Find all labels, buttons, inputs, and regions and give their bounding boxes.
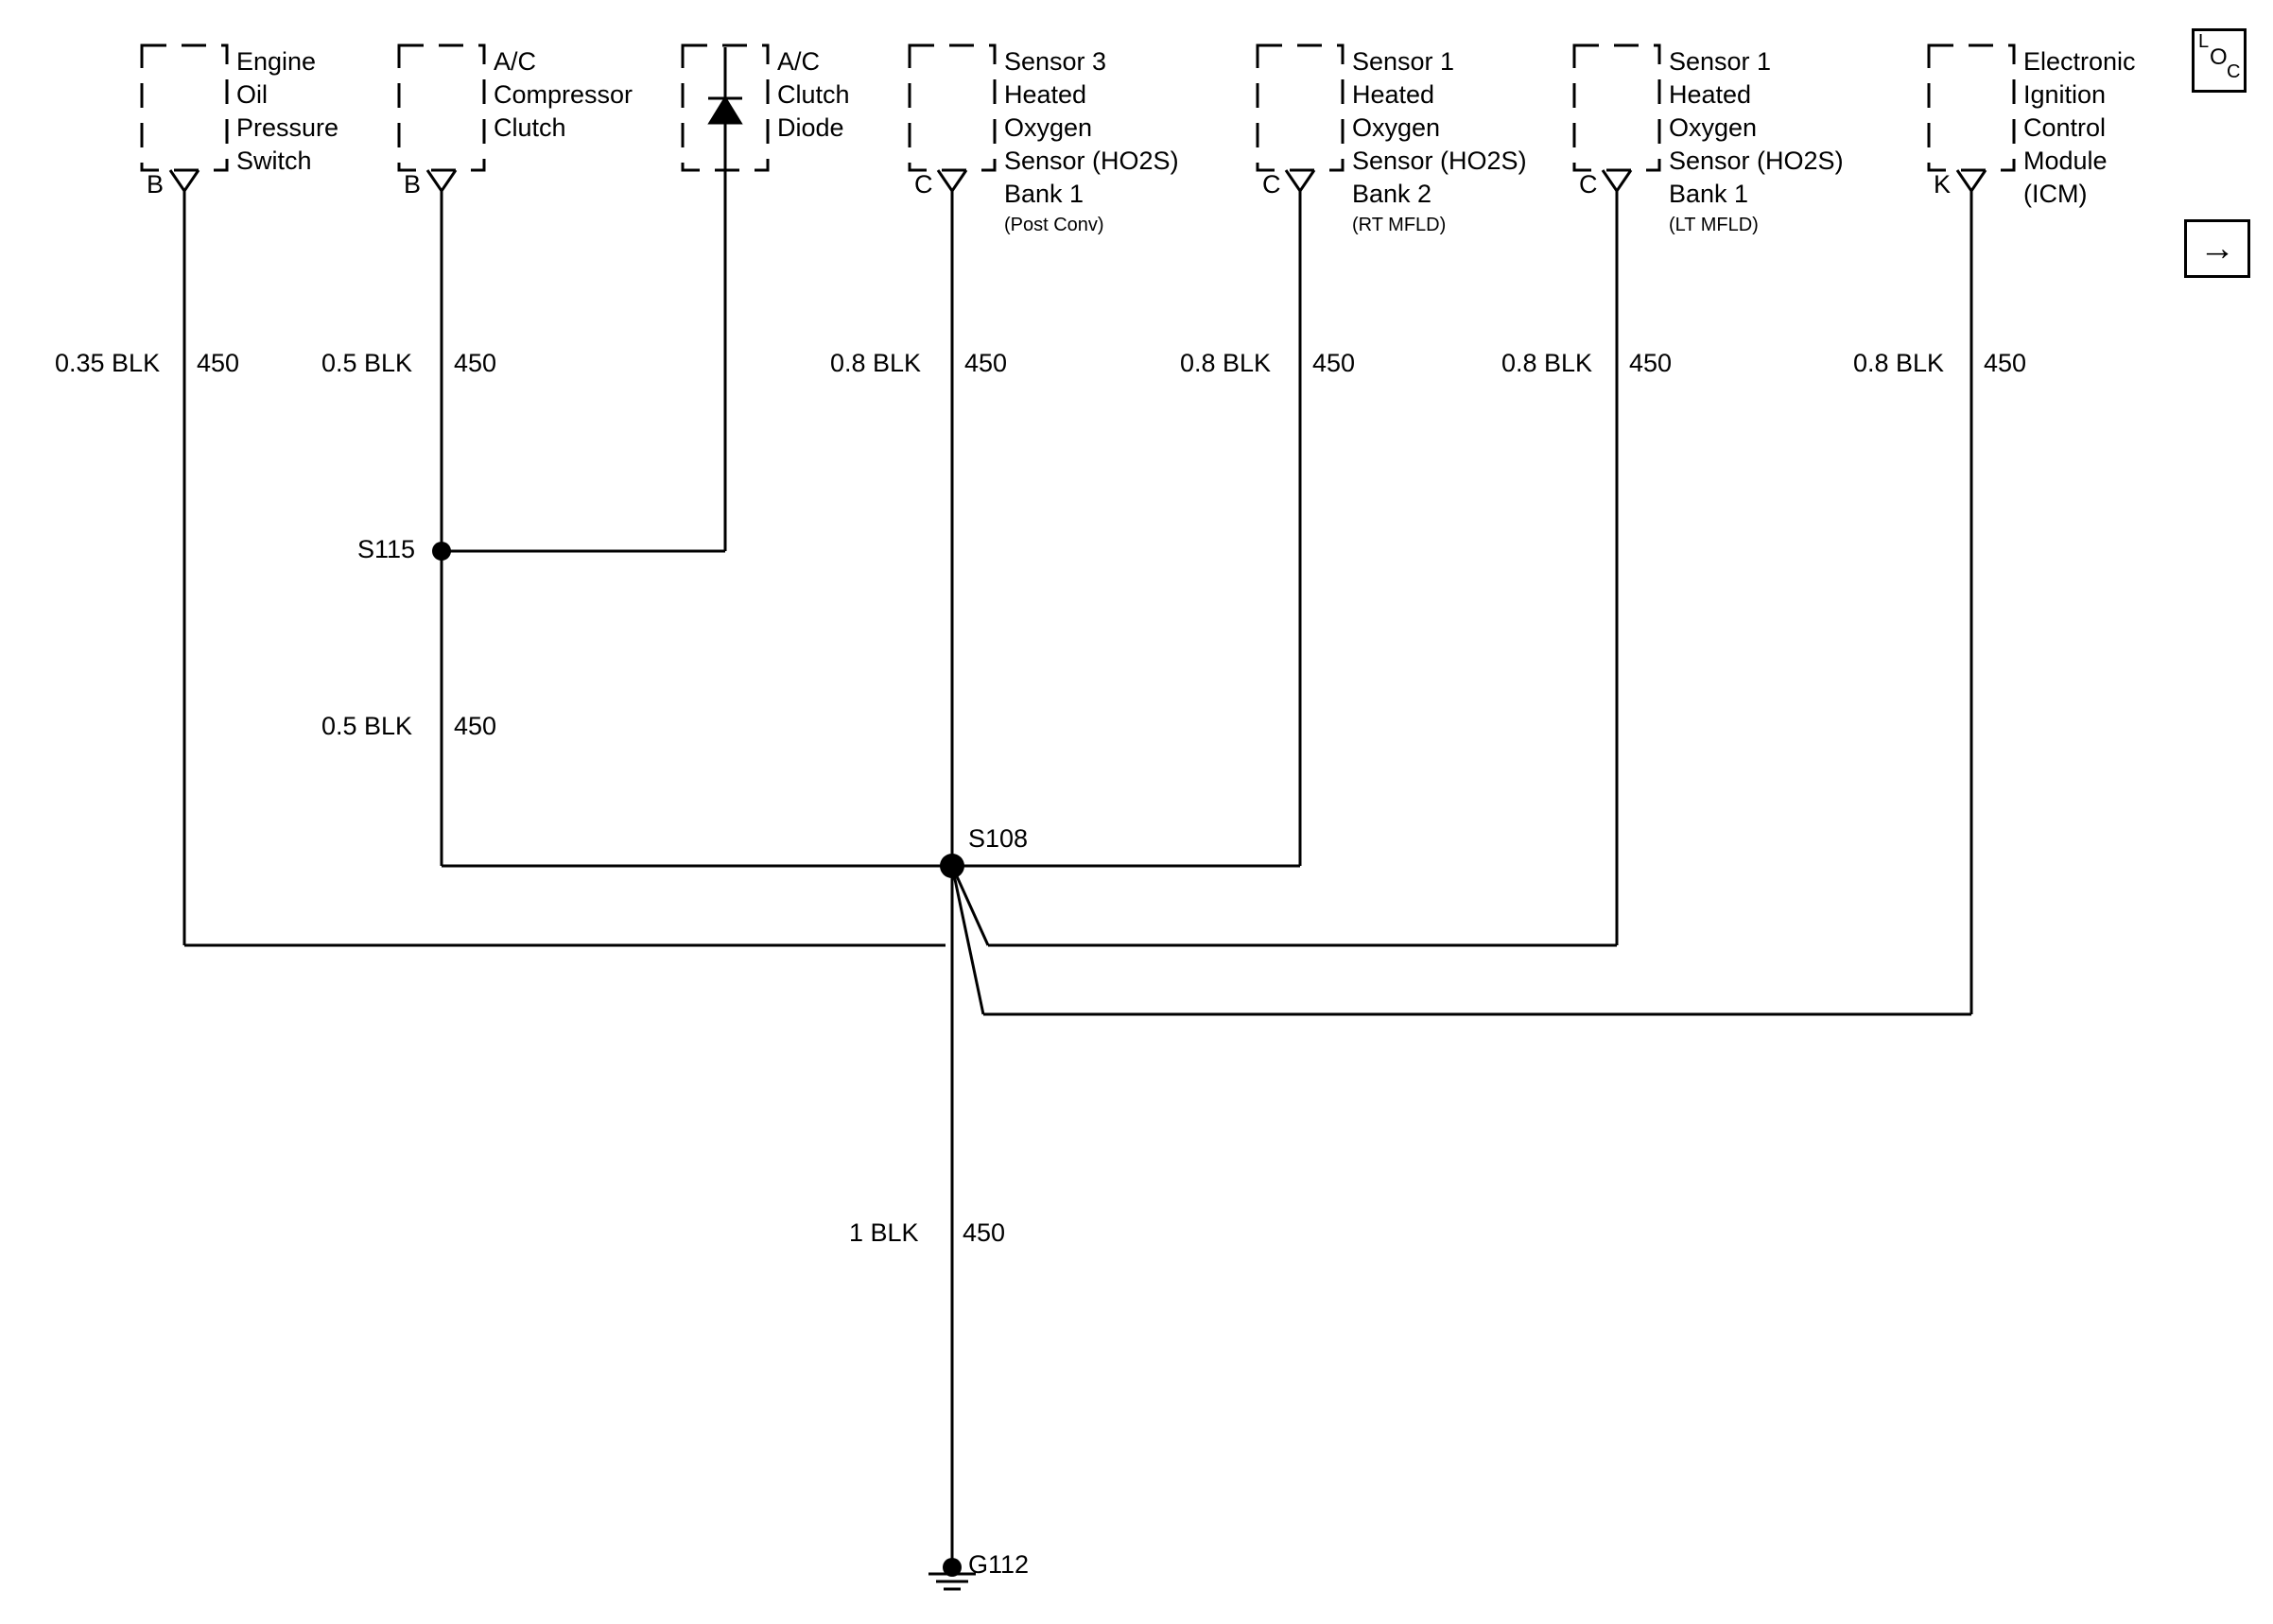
wire-label-size-sensor-3-ho2s: 0.8 BLK <box>830 349 922 377</box>
wire-label-circuit-sensor-3-ho2s: 450 <box>964 349 1008 377</box>
component-label-sensor-3-ho2s-line2: Heated <box>1004 80 1087 109</box>
component-label-icm-line3: Control <box>2023 113 2107 142</box>
component-label-icm-line5: (ICM) <box>2023 180 2088 208</box>
component-label-ac-compressor-clutch-line2: Compressor <box>494 80 633 109</box>
component-label-sensor-1-ho2s-bank-2-line4: Sensor (HO2S) <box>1352 147 1527 175</box>
ground-label-g112: G112 <box>968 1550 1030 1579</box>
wire-label-size-icm: 0.8 BLK <box>1853 349 1945 377</box>
component-label-sensor-1-ho2s-bank-1-line5: Bank 1 <box>1669 180 1749 208</box>
component-label-ac-compressor-clutch: A/C <box>494 47 537 76</box>
component-label-ac-clutch-diode-line3: Diode <box>777 113 844 142</box>
arrow-right-icon: → <box>2199 229 2235 268</box>
wire-label-circuit-sensor-1-ho2s-bank-1: 450 <box>1629 349 1673 377</box>
component-label-icm-line2: Ignition <box>2023 80 2107 109</box>
wire-label-circuit-mid: 450 <box>454 712 497 740</box>
location-badge[interactable] <box>2192 28 2247 93</box>
wire-label-size-mid: 0.5 BLK <box>321 712 413 740</box>
wire-label-circuit-engine-oil-pressure-switch: 450 <box>197 349 240 377</box>
component-label-icm: Electronic <box>2023 47 2136 76</box>
component-label-sensor-3-ho2s-line4: Sensor (HO2S) <box>1004 147 1179 175</box>
wire-label-circuit-ground: 450 <box>963 1218 1006 1247</box>
wire-label-circuit-sensor-1-ho2s-bank-2: 450 <box>1312 349 1356 377</box>
wire-label-circuit-ac-compressor-clutch: 450 <box>454 349 497 377</box>
component-label-sensor-3-ho2s-line3: Oxygen <box>1004 113 1093 142</box>
terminal-letter-icm: K <box>1934 170 1952 199</box>
component-label-sensor-3-ho2s: Sensor 3 <box>1004 47 1107 76</box>
splice-label-s108: S108 <box>968 824 1029 853</box>
component-label-engine-oil-pressure-switch-line3: Pressure <box>236 113 339 142</box>
location-badge-bottom: C <box>2227 61 2241 82</box>
wire-label-size-sensor-1-ho2s-bank-2: 0.8 BLK <box>1180 349 1272 377</box>
component-label-engine-oil-pressure-switch-line4: Switch <box>236 147 312 175</box>
component-label-sensor-1-ho2s-bank-2-line5: Bank 2 <box>1352 180 1432 208</box>
splice-label-s115: S115 <box>357 535 416 563</box>
terminal-letter-ac-compressor-clutch: B <box>404 170 422 199</box>
component-label-icm-line4: Module <box>2023 147 2108 175</box>
terminal-letter-sensor-1-ho2s-bank-1: C <box>1579 170 1598 199</box>
wire-label-circuit-icm: 450 <box>1984 349 2027 377</box>
component-label-engine-oil-pressure-switch-line2: Oil <box>236 80 268 109</box>
component-label-ac-clutch-diode-line2: Clutch <box>777 80 850 109</box>
component-label-sensor-1-ho2s-bank-2-line3: Oxygen <box>1352 113 1441 142</box>
splice-dot-s115 <box>432 542 451 561</box>
component-label-sensor-3-ho2s-line5: Bank 1 <box>1004 180 1084 208</box>
wire-label-size-sensor-1-ho2s-bank-1: 0.8 BLK <box>1501 349 1593 377</box>
terminal-letter-engine-oil-pressure-switch: B <box>147 170 165 199</box>
splice-dot-s108 <box>940 854 964 878</box>
component-label-sensor-1-ho2s-bank-2: Sensor 1 <box>1352 47 1455 76</box>
component-sublabel-sensor-1-ho2s-bank-1: (LT MFLD) <box>1669 215 1759 235</box>
component-sublabel-sensor-1-ho2s-bank-2: (RT MFLD) <box>1352 215 1447 235</box>
component-sublabel-sensor-3-ho2s: (Post Conv) <box>1004 215 1104 235</box>
wire-label-size-ac-compressor-clutch: 0.5 BLK <box>321 349 413 377</box>
wire-label-size-engine-oil-pressure-switch: 0.35 BLK <box>55 349 161 377</box>
component-label-sensor-1-ho2s-bank-1-line4: Sensor (HO2S) <box>1669 147 1844 175</box>
ground-dot-g112 <box>943 1558 962 1577</box>
terminal-letter-sensor-3-ho2s: C <box>914 170 933 199</box>
component-label-sensor-1-ho2s-bank-1: Sensor 1 <box>1669 47 1772 76</box>
component-label-sensor-1-ho2s-bank-1-line3: Oxygen <box>1669 113 1758 142</box>
next-page-arrow-button[interactable] <box>2184 219 2250 278</box>
component-label-sensor-1-ho2s-bank-2-line2: Heated <box>1352 80 1435 109</box>
component-label-ac-clutch-diode: A/C <box>777 47 821 76</box>
terminal-letter-sensor-1-ho2s-bank-2: C <box>1262 170 1281 199</box>
location-badge-middle: O <box>2210 44 2228 70</box>
component-label-ac-compressor-clutch-line3: Clutch <box>494 113 566 142</box>
component-label-engine-oil-pressure-switch: Engine <box>236 47 317 76</box>
component-label-sensor-1-ho2s-bank-1-line2: Heated <box>1669 80 1752 109</box>
location-badge-top: L <box>2198 31 2210 52</box>
wire-label-size-ground: 1 BLK <box>849 1218 919 1247</box>
